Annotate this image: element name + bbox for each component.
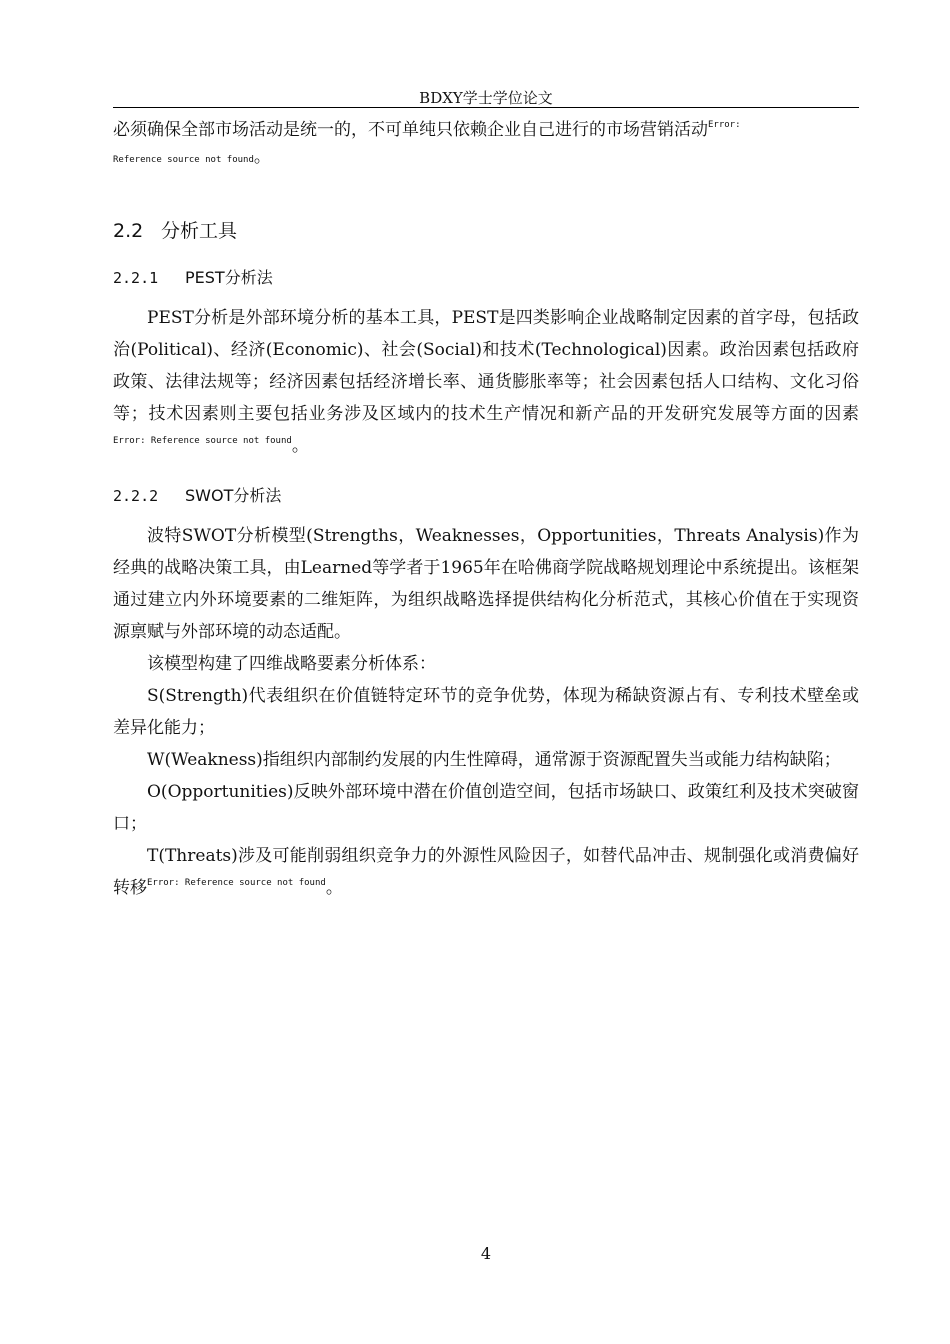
page-content: [113, 114, 859, 904]
swot-weakness-item: W(Weakness)指组织内部制约发展的内生性障碍，通常源于资源配置失当或能力结构缺陷；: [147, 750, 841, 770]
reference-error-marker: Error: Reference source not found: [147, 878, 326, 888]
reference-error-text: Reference source not found: [113, 155, 254, 165]
subsection-number: 2.2.2: [113, 487, 159, 505]
swot-threats-item: [113, 840, 859, 904]
page-number: 4: [480, 1244, 492, 1263]
reference-error-marker: Error:: [708, 120, 741, 130]
continuation-end: 。: [253, 147, 271, 167]
threats-text: T(Threats)涉及可能削弱组织竞争力的外源性风险因子，如替代品冲击、规制强化或消费偏好转移: [113, 846, 859, 898]
section-title: 分析工具: [161, 220, 238, 242]
swot-model-paragraph: 该模型构建了四维战略要素分析体系：: [147, 654, 436, 674]
continuation-ref-line: [113, 142, 859, 170]
section-heading-2-2-1: [113, 264, 859, 292]
header-rule: [113, 107, 859, 108]
subsection-title: PEST分析法: [185, 268, 273, 287]
section-number: 2.2: [113, 220, 144, 242]
section-heading-2-2-2: [113, 482, 859, 510]
swot-intro-paragraph: 波特SWOT分析模型(Strengths，Weaknesses，Opportunities，Threats Analysis)作为经典的战略决策工具，由Learned等学者于1965年在哈佛商学院战略规划理论中系统提出。该框架通过建立内外环境要素的二维矩阵，为组织战略选择提供结构化分析范式，其核心价值在于实现资源禀赋与外部环境的动态适配。: [113, 526, 859, 642]
swot-opportunities-item: O(Opportunities)反映外部环境中潜在价值创造空间，包括市场缺口、政策红利及技术突破窗口；: [113, 782, 859, 834]
threats-end: 。: [325, 878, 343, 898]
subsection-number: 2.2.1: [113, 269, 159, 287]
swot-strength-item: S(Strength)代表组织在价值链特定环节的竞争优势，体现为稀缺资源占有、专利技术壁垒或差异化能力；: [113, 686, 859, 738]
continuation-text: 必须确保全部市场活动是统一的，不可单纯只依赖企业自己进行的市场营销活动: [113, 120, 708, 140]
section-heading-2-2: [113, 216, 859, 246]
subsection-title: SWOT分析法: [185, 486, 282, 505]
running-header: BDXY学士学位论文: [419, 89, 553, 107]
pest-text: PEST分析是外部环境分析的基本工具，PEST是四类影响企业战略制定因素的首字母，包括政治(Political)、经济(Economic)、社会(Social)和技术(Technological)因素。政治因素包括政府政策、法律法规等；经济因素包括经济增长率、通货膨胀率等；社会因素包括人口结构、文化习俗等；技术因素则主要包括业务涉及区域内的技术生产情况和新产品的开发研究发展等方面的因素: [113, 308, 859, 424]
pest-end: 。: [291, 436, 309, 456]
reference-error-marker: Error: Reference source not found: [113, 436, 292, 446]
pest-paragraph: [113, 302, 859, 462]
